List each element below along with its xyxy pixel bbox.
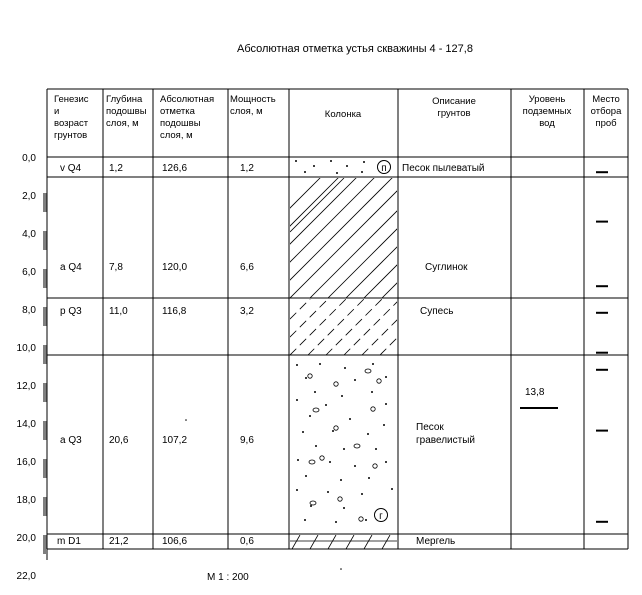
layer-abs-mark: 107,2: [162, 435, 188, 446]
groundwater-value: 13,8: [525, 387, 545, 398]
layer-description: Мергель: [416, 536, 456, 547]
stray-dot: [185, 419, 187, 421]
header-sampling: проб: [595, 118, 617, 129]
header-abs_mark: слоя, м: [160, 130, 193, 141]
layer-depth: 1,2: [109, 163, 123, 174]
layer-abs-mark: 116,8: [162, 306, 187, 317]
hatch-loam: [270, 98, 510, 318]
layer-mark-g: г: [379, 511, 383, 522]
sampling-marks: [596, 172, 608, 522]
groundwater-level: [520, 387, 558, 408]
header-genesis: Генезис: [54, 94, 89, 105]
header-genesis: грунтов: [54, 130, 88, 141]
layer-genesis: a Q3: [60, 435, 82, 446]
header-sampling: Место: [592, 94, 620, 105]
layer-depth: 20,6: [109, 435, 129, 446]
header-groundwater: вод: [539, 118, 555, 129]
layer-description: Песок пылеватый: [402, 163, 485, 174]
header-depth: подошвы: [106, 106, 147, 117]
layer-depth: 21,2: [109, 536, 129, 547]
depth-tick-label: 22,0: [16, 571, 36, 582]
table-header: [54, 94, 622, 141]
layer-genesis: v Q4: [60, 163, 82, 174]
stray-dot: [340, 568, 342, 570]
header-abs_mark: Абсолютная: [160, 94, 215, 105]
depth-scale: [17, 153, 47, 582]
layer-abs-mark: 106,6: [162, 536, 188, 547]
layer-description: Песок: [416, 422, 444, 433]
header-thickness: Мощность: [230, 94, 276, 105]
layer-genesis: m D1: [57, 536, 81, 547]
header-abs_mark: подошвы: [160, 118, 201, 129]
header-sampling: отбора: [590, 106, 622, 117]
layer-description: Супесь: [420, 306, 454, 317]
layer-thickness: 6,6: [240, 262, 254, 273]
header-thickness: слоя, м: [230, 106, 263, 117]
layer-genesis: a Q4: [60, 262, 82, 273]
layer-description: гравелистый: [416, 435, 475, 446]
depth-tick-label: 20,0: [16, 533, 36, 544]
hatch-sand-dust: [295, 160, 391, 174]
depth-tick-label: 16,0: [16, 457, 36, 468]
depth-tick-label: 18,0: [16, 495, 36, 506]
log-table-grid: [47, 89, 628, 549]
header-groundwater: Уровень: [528, 94, 566, 105]
hatch-marl: [289, 535, 398, 549]
layer-thickness: 3,2: [240, 306, 254, 317]
layer-abs-mark: 126,6: [162, 163, 188, 174]
depth-tick-label: 10,0: [16, 343, 36, 354]
depth-tick-label: 14,0: [16, 419, 36, 430]
layer-mark-p: п: [381, 163, 387, 174]
depth-tick-label: 0,0: [22, 153, 36, 164]
header-description: Описание: [432, 96, 476, 107]
hatch-gravel-sand: [296, 363, 393, 523]
header-genesis: возраст: [54, 118, 89, 129]
layer-thickness: 9,6: [240, 435, 254, 446]
layer-thickness: 0,6: [240, 536, 254, 547]
header-abs_mark: отметка: [160, 106, 195, 117]
header-depth: слоя, м: [106, 118, 139, 129]
scale-label: М 1 : 200: [207, 572, 249, 583]
depth-tick-label: 8,0: [22, 305, 36, 316]
layer-description: Суглинок: [425, 262, 468, 273]
borehole-title: Абсолютная отметка устья скважины 4 - 127,8: [237, 43, 473, 55]
layer-depth: 11,0: [109, 306, 128, 317]
header-genesis: и: [54, 106, 60, 117]
depth-tick-label: 4,0: [22, 229, 36, 240]
header-column: Колонка: [324, 109, 362, 120]
depth-tick-label: 12,0: [16, 381, 36, 392]
layer-abs-mark: 120,0: [162, 262, 188, 273]
depth-tick-label: 6,0: [22, 267, 36, 278]
layer-depth: 7,8: [109, 262, 123, 273]
header-depth: Глубина: [106, 94, 143, 105]
depth-tick-label: 2,0: [22, 191, 36, 202]
header-groundwater: подземных: [522, 106, 572, 117]
layer-genesis: p Q3: [60, 306, 82, 317]
header-description: грунтов: [437, 108, 471, 119]
layer-thickness: 1,2: [240, 163, 254, 174]
